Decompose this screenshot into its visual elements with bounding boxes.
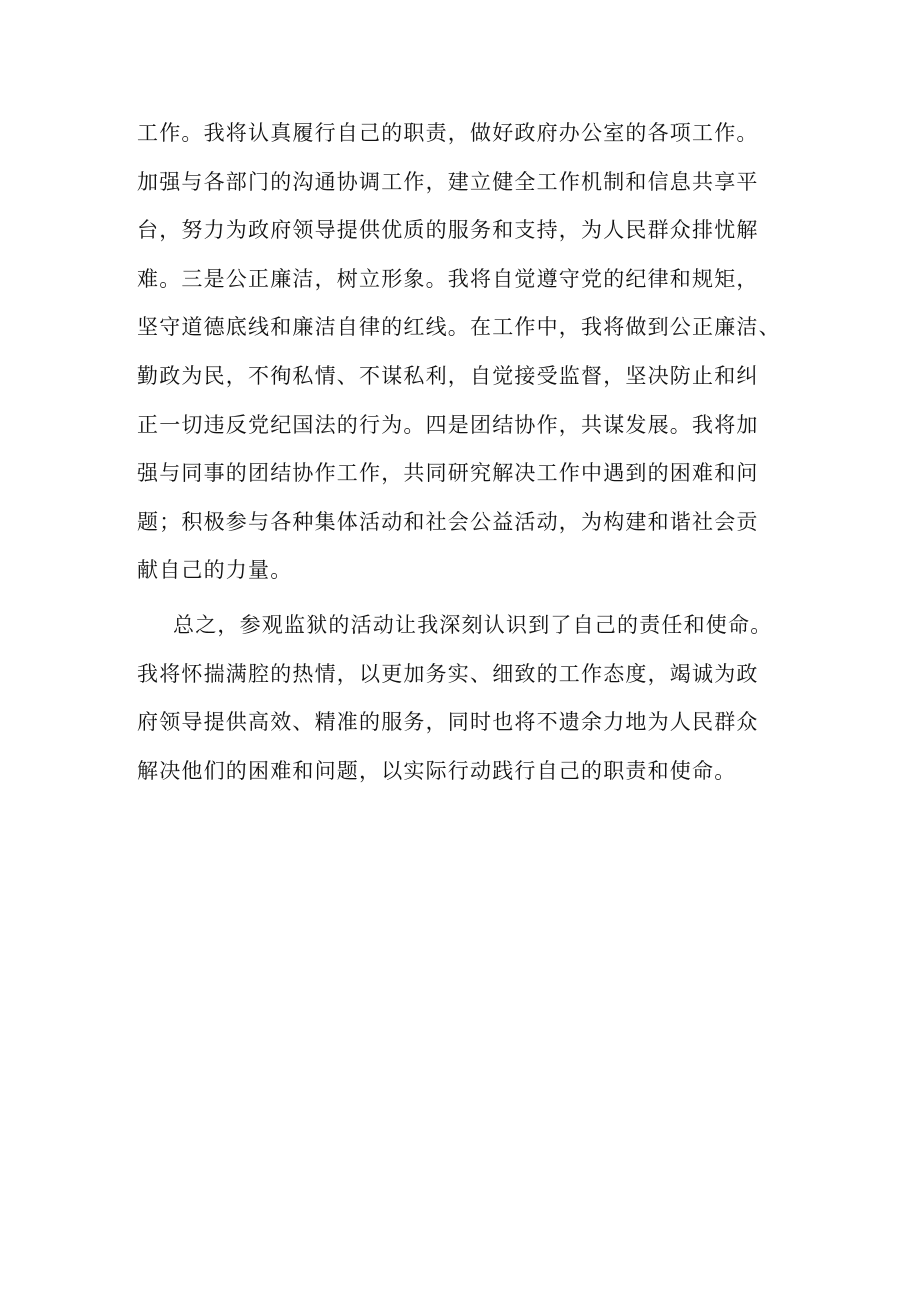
document-body <box>137 109 797 795</box>
text-line: 勤政为民，不徇私情、不谋私利，自觉接受监督，坚决防止和纠 <box>137 363 759 388</box>
text-line: 坚守道德底线和廉洁自律的红线。在工作中，我将做到公正廉洁、 <box>137 315 781 340</box>
text-line: 正一切违反党纪国法的行为。四是团结协作，共谋发展。我将加 <box>137 412 759 437</box>
text-line: 加强与各部门的沟通协调工作，建立健全工作机制和信息共享平 <box>137 169 759 194</box>
text-line: 工作。我将认真履行自己的职责，做好政府办公室的各项工作。 <box>137 121 759 145</box>
text-line: 台，努力为政府领导提供优质的服务和支持，为人民群众排忧解 <box>137 218 759 243</box>
text-line: 强与同事的团结协作工作，共同研究解决工作中遇到的困难和问 <box>137 461 759 486</box>
text-line: 总之，参观监狱的活动让我深刻认识到了自己的责任和使命。 <box>173 612 773 637</box>
text-line: 难。三是公正廉洁，树立形象。我将自觉遵守党的纪律和规矩， <box>137 266 759 291</box>
text-line: 我将怀揣满腔的热情，以更加务实、细致的工作态度，竭诚为政 <box>137 661 759 686</box>
paragraph-1 <box>137 109 797 595</box>
paragraph-2 <box>137 601 797 795</box>
text-line: 府领导提供高效、精准的服务，同时也将不遗余力地为人民群众 <box>137 710 759 735</box>
text-line: 题；积极参与各种集体活动和社会公益活动，为构建和谐社会贡 <box>137 509 759 534</box>
text-line: 献自己的力量。 <box>137 558 293 583</box>
text-line: 解决他们的困难和问题，以实际行动践行自己的职责和使命。 <box>137 758 737 783</box>
